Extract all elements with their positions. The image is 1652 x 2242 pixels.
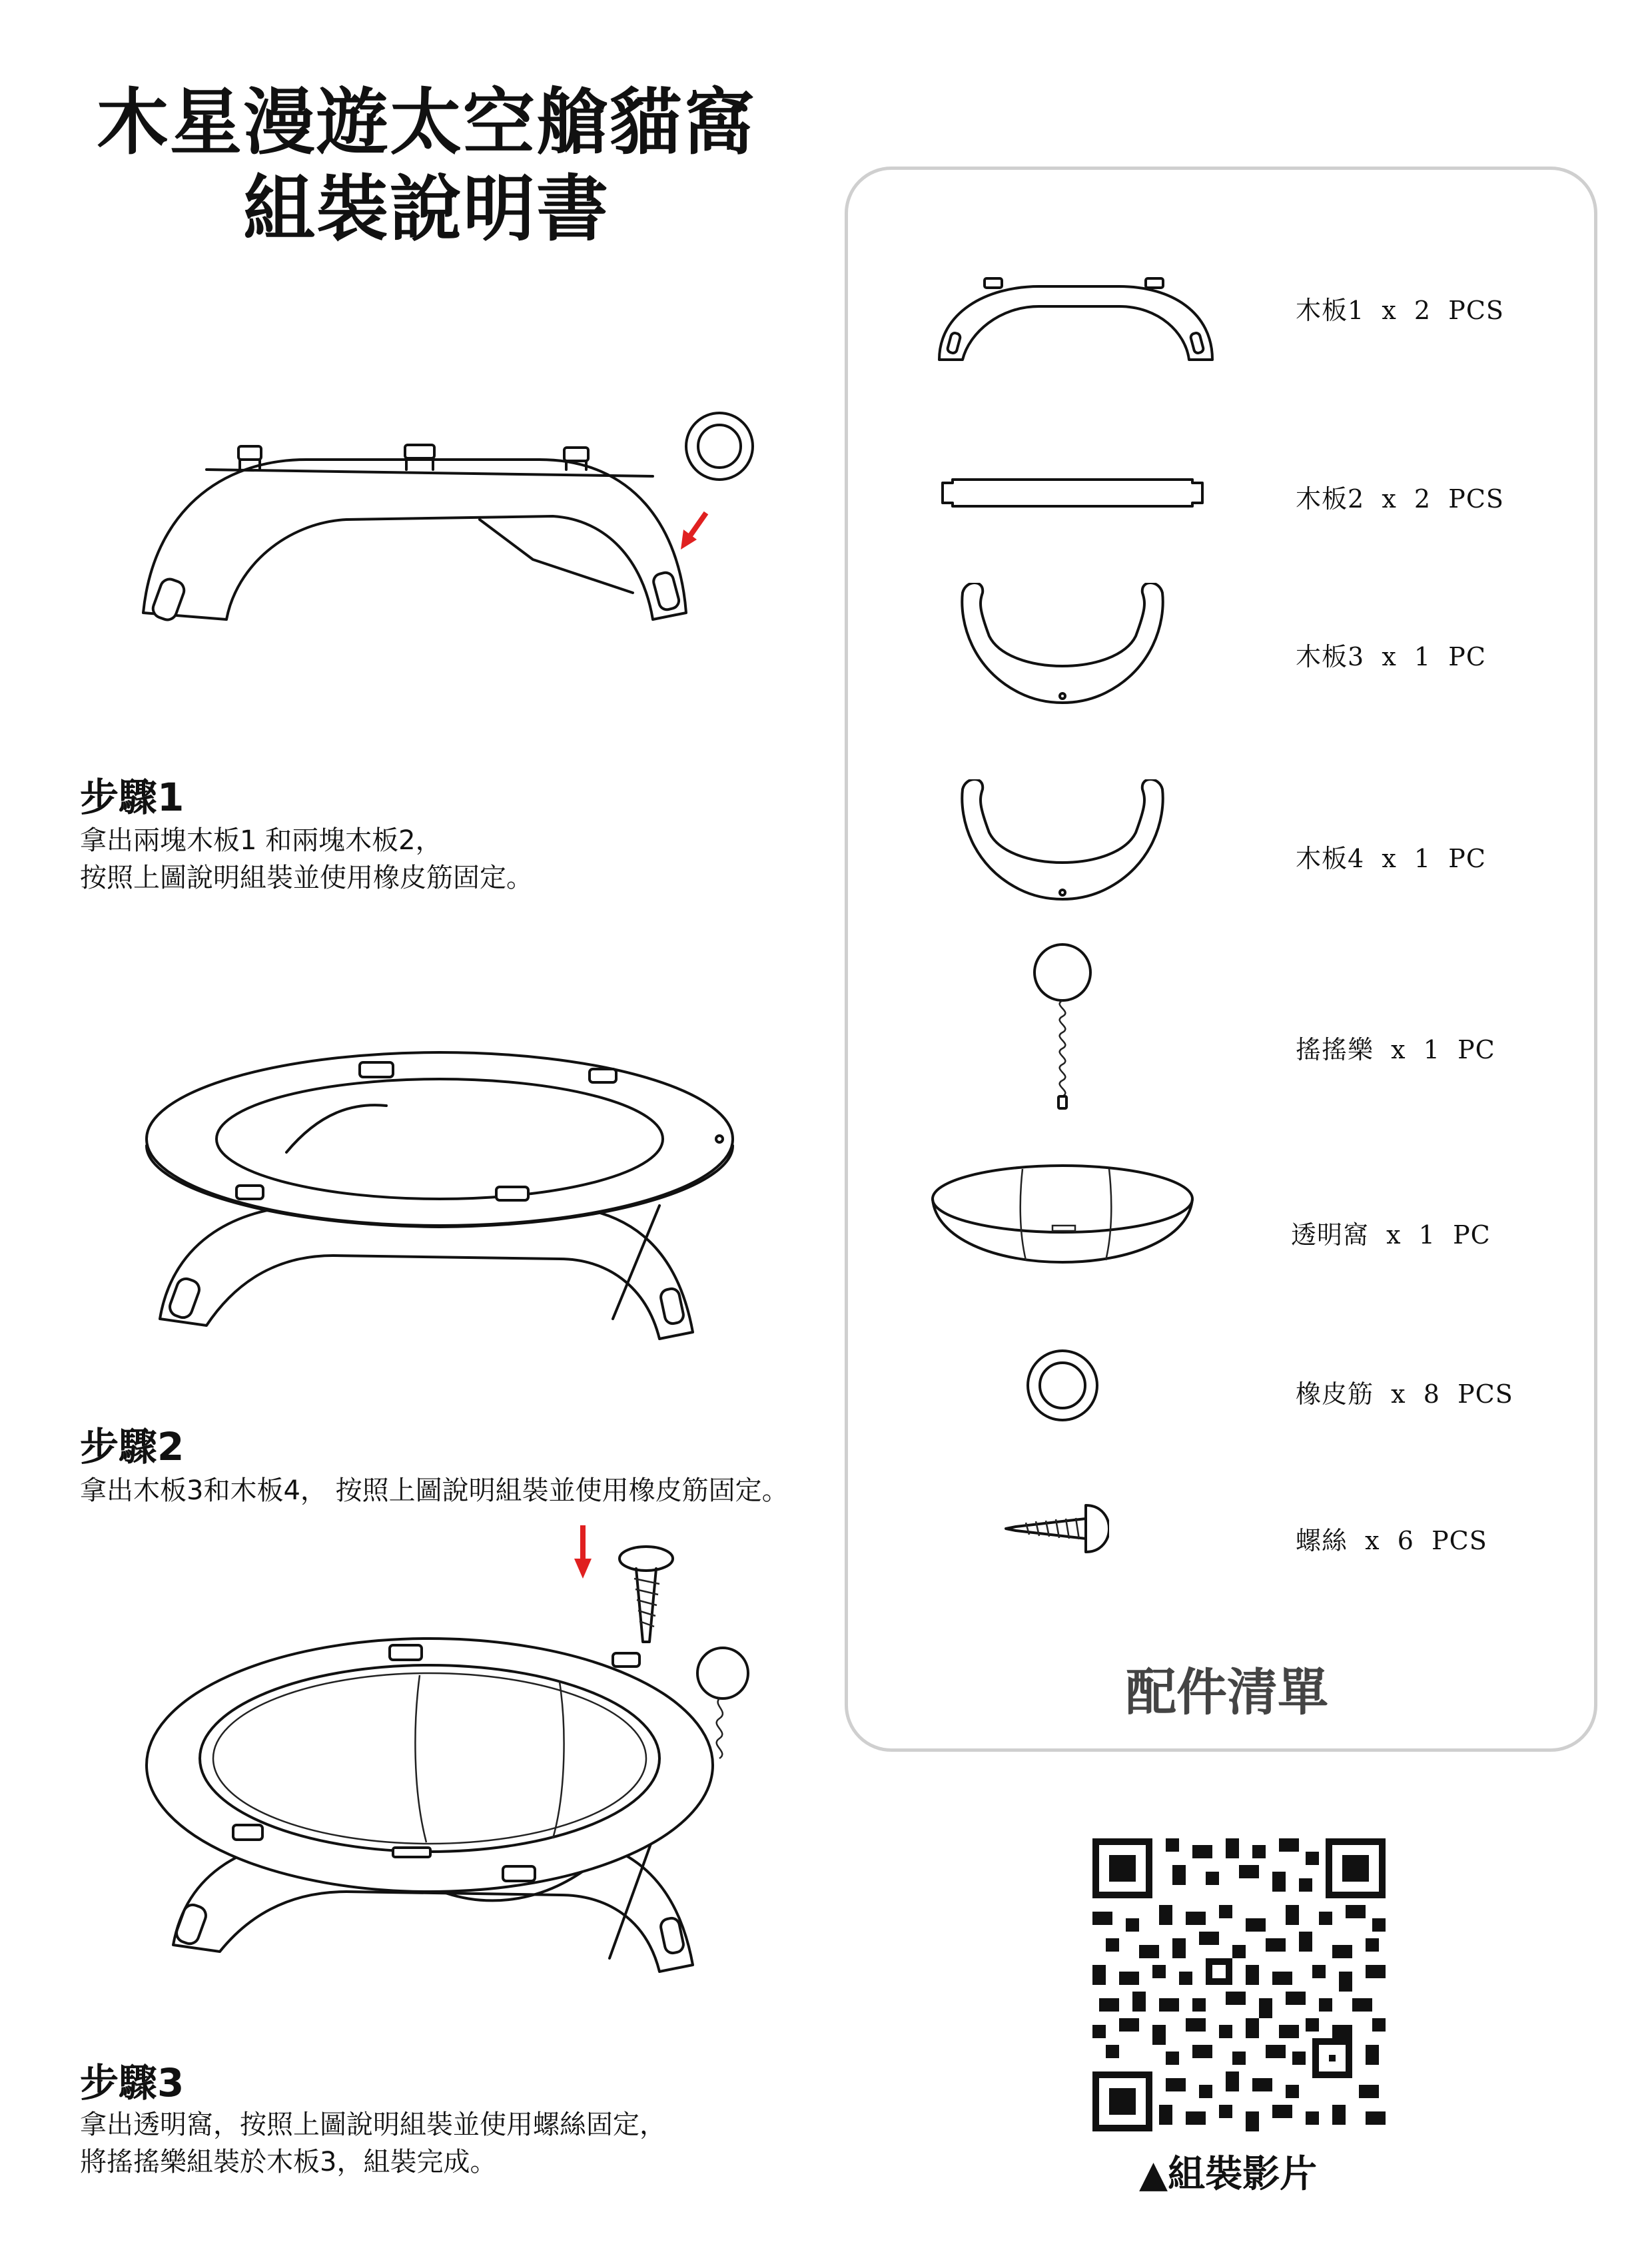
qr-code-icon[interactable] — [1092, 1838, 1386, 2131]
step1-line-1: 拿出兩塊木板1 和兩塊木板2， — [80, 825, 442, 856]
step1-title: 步驟1 — [80, 775, 185, 820]
step3-line-1: 拿出透明窩，按照上圖說明組裝並使用螺絲固定， — [80, 2109, 666, 2140]
part-label-board-4: 木板4 x 1 PC — [1296, 844, 1486, 873]
part-label-board-1: 木板1 x 2 PCS — [1296, 296, 1504, 325]
part-label-screw: 螺絲 x 6 PCS — [1296, 1526, 1487, 1555]
step1-text — [80, 822, 533, 897]
part-label-rubber-band: 橡皮筋 x 8 PCS — [1296, 1379, 1513, 1409]
parts-list-title: 配件清單 — [1126, 1663, 1328, 1722]
spring-toy-icon — [1026, 939, 1099, 1112]
title-line-1: 木星漫遊太空艙貓窩 — [96, 81, 756, 165]
title-line-2: 組裝說明書 — [242, 167, 610, 251]
step3-line-2: 將搖搖樂組裝於木板3，組裝完成。 — [80, 2147, 497, 2177]
step1-line-2: 按照上圖說明組裝並使用橡皮筋固定。 — [80, 863, 533, 893]
part-label-clear-bowl: 透明窩 x 1 PC — [1291, 1220, 1491, 1250]
board-4-icon — [953, 779, 1172, 913]
step2-line-1: 拿出木板3和木板4， 按照上圖說明組裝並使用橡皮筋固定。 — [80, 1475, 789, 1506]
clear-bowl-icon — [923, 1159, 1202, 1272]
qr-caption: ▲組裝影片 — [1139, 2153, 1318, 2196]
step2-illustration — [133, 1039, 759, 1352]
step1-illustration — [127, 406, 759, 646]
step3-illustration — [133, 1525, 773, 2032]
board-3-icon — [953, 583, 1172, 716]
parts-list-panel — [845, 167, 1597, 1752]
step3-title: 步驟3 — [80, 2060, 185, 2105]
board-2-icon — [936, 476, 1209, 510]
part-label-spring-toy: 搖搖樂 x 1 PC — [1296, 1035, 1495, 1064]
page-title — [80, 80, 773, 252]
step2-title: 步驟2 — [80, 1424, 185, 1469]
step3-text — [80, 2106, 666, 2181]
step2-text — [80, 1472, 789, 1509]
board-1-icon — [926, 266, 1226, 373]
part-label-board-2: 木板2 x 2 PCS — [1296, 484, 1504, 514]
screw-icon — [1003, 1499, 1109, 1559]
rubber-band-icon — [1023, 1345, 1102, 1425]
part-label-board-3: 木板3 x 1 PC — [1296, 642, 1486, 671]
